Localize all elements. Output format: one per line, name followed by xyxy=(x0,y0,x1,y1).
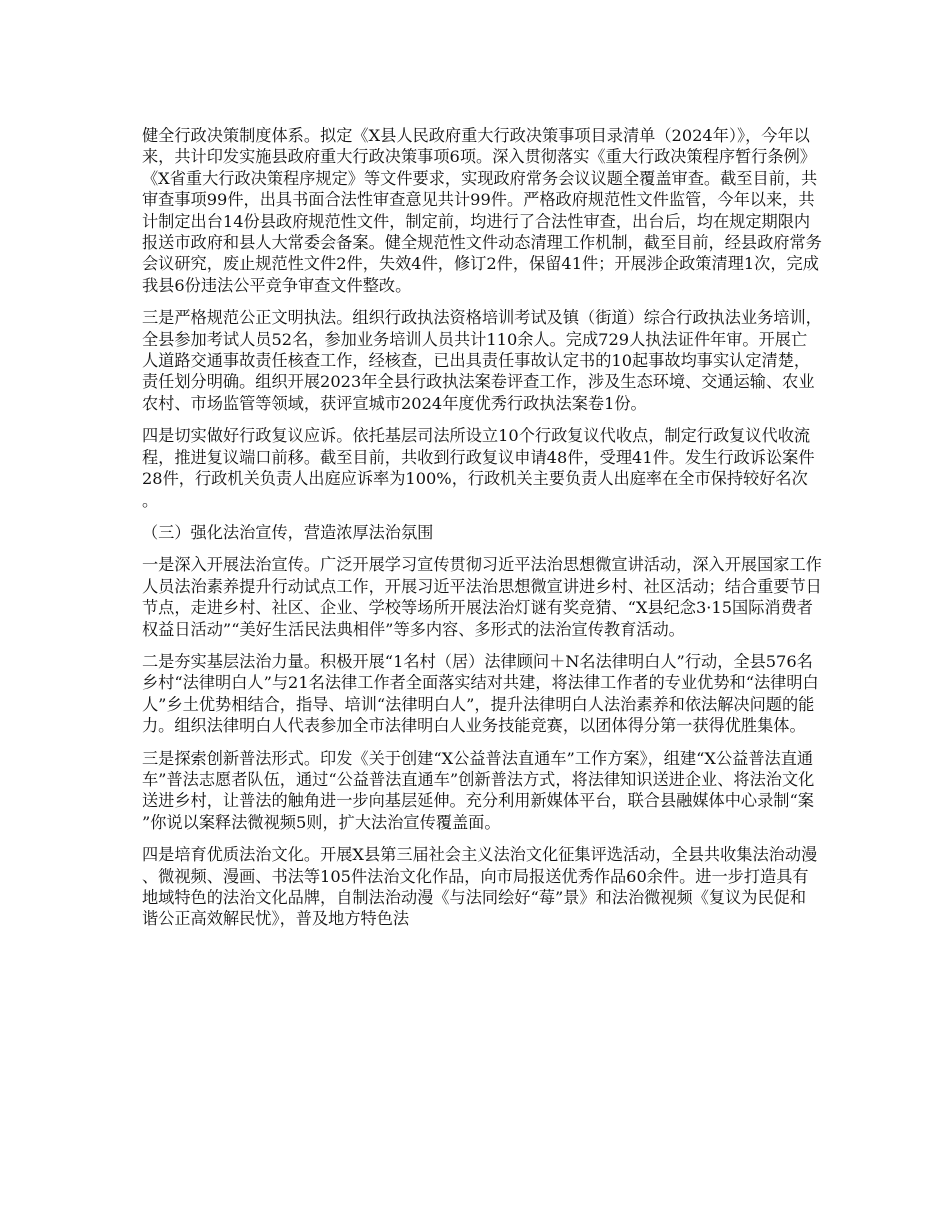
paragraph-legal-culture: 四是培育优质法治文化。开展X县第三届社会主义法治文化征集评选活动，全县共收集法治动漫、微视频、漫画、书法等105件法治文化作品，向市局报送优秀作品60余件。进一步打造具有地域特色的法治文化品牌，自制法治动漫《与法同绘好“莓”景》和法治微视频《复议为民促和谐公正高效解民忧》，普及地方特色法 xyxy=(142,845,818,929)
paragraph-administrative-review: 四是切实做好行政复议应诉。依托基层司法所设立10个行政复议代收点，制定行政复议代收流程，推进复议端口前移。截至目前，共收到行政复议申请48件，受理41件。发生行政诉讼案件28件，行政机关负责人出庭应诉率为100%，行政机关主要负责人出庭率在全市保持较好名次。 xyxy=(142,426,815,510)
paragraph-law-enforcement: 三是严格规范公正文明执法。组织行政执法资格培训考试及镇（街道）综合行政执法业务培训，全县参加考试人员52名，参加业务培训人员共计110余人。完成729人执法证件年审。开展亡人道路交通事故责任核查工作，经核查，已出具责任事故认定书的10起事故均事实认定清楚，责任划分明确。组织开展2023年全县行政执法案卷评查工作，涉及生态环境、交通运输、农业农村、市场监管等领域，获评宣城市2024年度优秀行政执法案卷1份。 xyxy=(142,308,822,413)
paragraph-legal-publicity: 一是深入开展法治宣传。广泛开展学习宣传贯彻习近平法治思想微宣讲活动，深入开展国家工作人员法治素养提升行动试点工作，开展习近平法治思想微宣讲进乡村、社区活动；结合重要节日节点，走进乡村、社区、企业、学校等场所开展法治灯谜有奖竞猜、“X县纪念3·15国际消费者权益日活动”“美好生活民法典相伴”等多内容、多形式的法治宣传教育活动。 xyxy=(142,555,822,639)
paragraph-grassroots-legal-force: 二是夯实基层法治力量。积极开展“1名村（居）法律顾问＋N名法律明白人”行动，全县576名乡村“法律明白人”与21名法律工作者全面落实结对共建，将法律工作者的专业优势和“法律明白人”乡土优势相结合，指导、培训“法律明白人”，提升法律明白人法治素养和依法解决问题的能力。组织法律明白人代表参加全市法律明白人业务技能竞赛，以团体得分第一获得优胜集体。 xyxy=(142,651,819,736)
document-body xyxy=(142,125,822,941)
section-heading-legal-publicity: （三）强化法治宣传，营造浓厚法治氛围 xyxy=(142,522,434,542)
paragraph-innovative-legal-education: 三是探索创新普法形式。印发《关于创建“X公益普法直通车”工作方案》，组建“X公益普法直通车”普法志愿者队伍，通过“公益普法直通车”创新普法方式，将法律知识送进企业、将法治文化送进乡村，让普法的触角进一步向基层延伸。充分利用新媒体平台，联合县融媒体中心录制“案”你说以案释法微视频5则，扩大法治宣传覆盖面。 xyxy=(142,748,815,832)
paragraph-decision-system: 健全行政决策制度体系。拟定《X县人民政府重大行政决策事项目录清单（2024年）》，今年以来，共计印发实施县政府重大行政决策事项6项。深入贯彻落实《重大行政决策程序暂行条例》《X省重大行政决策程序规定》等文件要求，实现政府常务会议议题全覆盖审查。截至目前，共审查事项99件，出具书面合法性审查意见共计99件。严格政府规范性文件监管，今年以来，共计制定出台14份县政府规范性文件，制定前，均进行了合法性审查，出台后，均在规定期限内报送市政府和县人大常委会备案。健全规范性文件动态清理工作机制，截至目前，经县政府常务会议研究，废止规范性文件2件，失效4件，修订2件，保留41件；开展涉企政策清理1次，完成我县6份违法公平竞争审查文件整改。 xyxy=(142,126,822,295)
